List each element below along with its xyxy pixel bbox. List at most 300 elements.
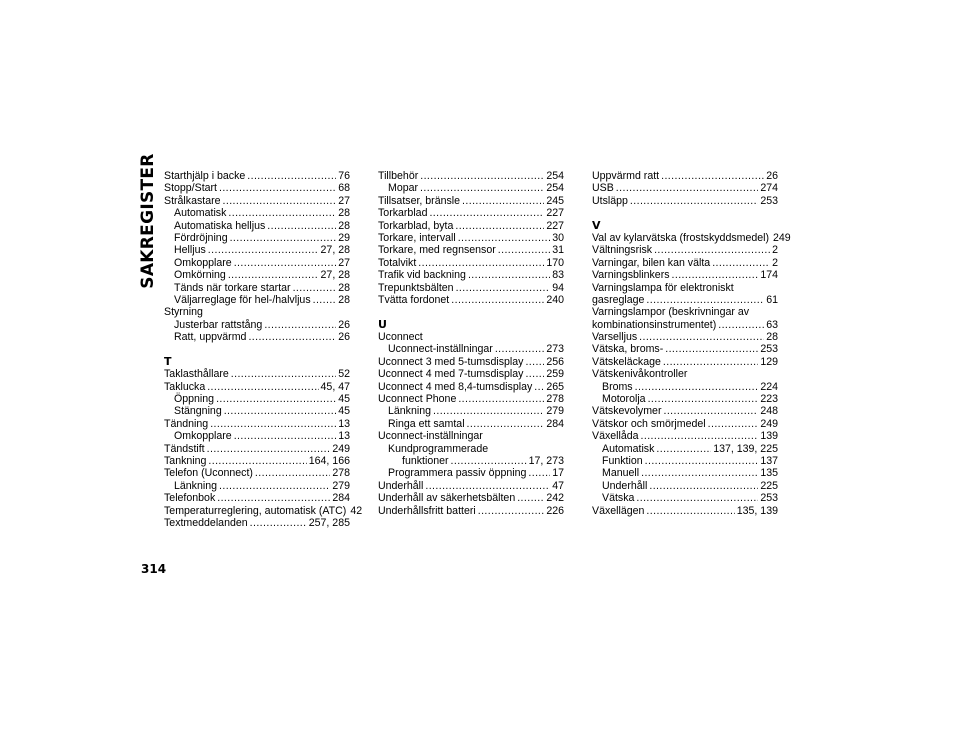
- entry-label: Tvätta fordonet: [378, 293, 450, 306]
- dot-leader: [217, 492, 330, 504]
- entry-pages: 253: [760, 343, 778, 356]
- index-entry: [164, 195, 350, 207]
- entry-pages: 28: [766, 331, 778, 344]
- entry-list: [378, 331, 564, 517]
- dot-leader: [451, 294, 544, 306]
- dot-leader: [639, 331, 764, 343]
- index-entry: [592, 405, 778, 417]
- index-entry: [164, 418, 350, 430]
- dot-leader: [646, 294, 764, 306]
- index-entry: [378, 220, 564, 232]
- entry-pages: 257, 285: [308, 516, 350, 529]
- entry-label: Underhållsfritt batteri: [378, 504, 476, 517]
- index-entry: [378, 232, 564, 244]
- index-entry: [592, 331, 778, 343]
- entry-pages: 227: [546, 219, 564, 232]
- entry-list: [592, 170, 778, 207]
- index-entry: [164, 232, 350, 244]
- entry-pages: 2: [772, 256, 778, 269]
- entry-label: Omkörning: [174, 269, 226, 282]
- entry-label: Torkare, intervall: [378, 231, 456, 244]
- entry-label: Väljarreglage för hel-/halvljus: [174, 293, 311, 306]
- index-entry: [592, 505, 778, 517]
- dot-leader: [648, 393, 759, 405]
- dot-leader: [247, 170, 336, 182]
- dot-leader: [455, 220, 544, 232]
- entry-pages: 274: [760, 182, 778, 195]
- entry-label: Temperaturreglering, automatisk (ATC): [164, 504, 347, 517]
- index-entry: [592, 269, 778, 281]
- index-entry: [378, 430, 564, 442]
- page-number: 314: [141, 562, 167, 576]
- section-side-tab: [138, 153, 158, 289]
- dot-leader: [646, 505, 734, 517]
- index-entry: [592, 492, 778, 504]
- entry-pages: 31: [552, 244, 564, 257]
- dot-leader: [534, 381, 544, 393]
- index-entry: [164, 207, 350, 219]
- entry-pages: 137, 139, 225: [713, 442, 778, 455]
- entry-pages: 245: [546, 194, 564, 207]
- index-entry: [378, 257, 564, 269]
- dot-leader: [649, 480, 758, 492]
- dot-leader: [429, 207, 544, 219]
- dot-leader: [418, 257, 544, 269]
- entry-pages: 26: [766, 170, 778, 182]
- dot-leader: [458, 393, 544, 405]
- entry-label: Helljus: [174, 244, 206, 257]
- entry-pages: 63: [766, 318, 778, 331]
- entry-label: Vätska, broms-: [592, 343, 664, 356]
- entry-label: Stopp/Start: [164, 182, 217, 195]
- index-entry: [378, 343, 564, 355]
- index-entry: [378, 368, 564, 380]
- entry-label: Motorolja: [602, 393, 646, 406]
- dot-leader: [234, 430, 337, 442]
- dot-leader: [656, 443, 711, 455]
- entry-pages: 139: [760, 430, 778, 443]
- dot-leader: [219, 480, 330, 492]
- index-entry: [378, 282, 564, 294]
- entry-label: Varningslampa för elektroniskt: [592, 281, 734, 294]
- entry-label: Länkning: [174, 479, 218, 492]
- entry-label: Trepunktsbälten: [378, 281, 454, 294]
- index-entry: [164, 492, 350, 504]
- entry-pages: 174: [760, 269, 778, 282]
- entry-label: Telefonbok: [164, 492, 216, 505]
- entry-pages: 27, 28: [320, 244, 350, 257]
- dot-leader: [216, 393, 336, 405]
- index-entry: [164, 170, 350, 182]
- entry-pages: 164, 166: [308, 454, 350, 467]
- entry-pages: 242: [546, 492, 564, 505]
- dot-leader: [528, 467, 550, 479]
- entry-pages: 279: [332, 479, 350, 492]
- side-tab-label: SAKREGISTER: [138, 153, 158, 289]
- index-entry: [378, 455, 564, 467]
- entry-pages: 253: [760, 492, 778, 505]
- entry-label: Vätskor och smörjmedel: [592, 417, 706, 430]
- entry-label: Automatisk: [174, 207, 227, 220]
- entry-list: [164, 170, 350, 343]
- entry-label: Starthjälp i backe: [164, 170, 246, 182]
- entry-label: Uconnect 4 med 7-tumsdisplay: [378, 368, 524, 381]
- entry-pages: 45, 47: [320, 380, 350, 393]
- entry-pages: 254: [546, 182, 564, 195]
- dot-leader: [517, 492, 544, 504]
- index-entry: [378, 269, 564, 281]
- entry-label: Funktion: [602, 454, 643, 467]
- dot-leader: [663, 356, 758, 368]
- dot-leader: [468, 269, 550, 281]
- entry-pages: 28: [338, 293, 350, 306]
- entry-label: Vätskeläckage: [592, 355, 661, 368]
- dot-leader: [208, 244, 319, 256]
- entry-pages: 52: [338, 368, 350, 381]
- entry-label: Underhåll: [378, 479, 424, 492]
- entry-label: Uconnect 4 med 8,4-tumsdisplay: [378, 380, 533, 393]
- index-entry: [592, 455, 778, 467]
- dot-leader: [661, 170, 764, 182]
- entry-pages: 45: [338, 405, 350, 418]
- entry-pages: 28: [338, 281, 350, 294]
- entry-list: [592, 231, 791, 517]
- index-entry: [164, 480, 350, 492]
- entry-pages: 26: [338, 318, 350, 331]
- dot-leader: [313, 294, 337, 306]
- entry-pages: 17, 273: [528, 454, 564, 467]
- index-entry: [164, 331, 350, 343]
- entry-pages: 26: [338, 331, 350, 344]
- entry-label: Vätskenivåkontroller: [592, 368, 688, 381]
- dot-leader: [672, 269, 759, 281]
- dot-leader: [224, 405, 336, 417]
- dot-leader: [248, 331, 336, 343]
- entry-label: Tändning: [164, 417, 209, 430]
- index-entry: [378, 356, 564, 368]
- entry-label: Broms: [602, 380, 633, 393]
- entry-pages: 249: [760, 417, 778, 430]
- dot-leader: [267, 220, 336, 232]
- index-entry: [592, 182, 778, 194]
- entry-label: Ringa ett samtal: [388, 417, 465, 430]
- index-entry: [592, 343, 778, 355]
- entry-label: Telefon (Uconnect): [164, 467, 253, 480]
- entry-pages: 94: [552, 281, 564, 294]
- entry-label: Varningar, bilen kan välta: [592, 256, 711, 269]
- index-entry: [164, 306, 350, 318]
- entry-label: Underhåll av säkerhetsbälten: [378, 492, 516, 505]
- dot-leader: [478, 505, 545, 517]
- entry-list: [378, 170, 564, 306]
- dot-leader: [210, 418, 336, 430]
- dot-leader: [654, 244, 770, 256]
- index-entry: [164, 319, 350, 331]
- index-entry: [164, 220, 350, 232]
- entry-pages: 27: [338, 256, 350, 269]
- index-entry: [164, 294, 350, 306]
- entry-label: Uconnect Phone: [378, 393, 457, 406]
- entry-pages: 273: [546, 343, 564, 356]
- index-entry: [164, 244, 350, 256]
- index-entry: [378, 418, 564, 430]
- letter-heading-v: V: [592, 218, 601, 232]
- index-entry: [378, 207, 564, 219]
- index-entry: [164, 455, 350, 467]
- entry-pages: 256: [546, 355, 564, 368]
- entry-label: Tändstift: [164, 442, 205, 455]
- entry-pages: 284: [546, 417, 564, 430]
- entry-pages: 249: [773, 231, 791, 244]
- entry-pages: 28: [338, 219, 350, 232]
- dot-leader: [451, 455, 527, 467]
- entry-pages: 30: [552, 231, 564, 244]
- dot-leader: [207, 443, 331, 455]
- entry-label: Torkarblad: [378, 207, 428, 220]
- index-entry: [378, 505, 564, 517]
- dot-leader: [420, 170, 544, 182]
- entry-label: Tillbehör: [378, 170, 419, 182]
- entry-label: Styrning: [164, 306, 203, 319]
- entry-label: Strålkastare: [164, 194, 221, 207]
- entry-pages: 223: [760, 393, 778, 406]
- index-column-2: [378, 170, 564, 517]
- entry-pages: 249: [332, 442, 350, 455]
- dot-leader: [234, 257, 337, 269]
- entry-pages: 254: [546, 170, 564, 182]
- index-entry: [592, 306, 778, 318]
- index-entry: [164, 517, 350, 529]
- index-entry: [592, 294, 778, 306]
- entry-label: Fördröjning: [174, 231, 228, 244]
- index-entry: [592, 467, 778, 479]
- index-column-3: [592, 170, 791, 517]
- entry-label: Mopar: [388, 182, 419, 195]
- entry-label: Tänds när torkare startar: [174, 281, 291, 294]
- index-column-1: [164, 170, 363, 529]
- index-entry: [592, 430, 778, 442]
- dot-leader: [708, 418, 759, 430]
- entry-pages: 17: [552, 467, 564, 480]
- entry-pages: 47: [552, 479, 564, 492]
- index-entry: [592, 319, 778, 331]
- entry-label: Öppning: [174, 393, 215, 406]
- entry-pages: 279: [546, 405, 564, 418]
- entry-pages: 61: [766, 293, 778, 306]
- index-entry: [592, 244, 778, 256]
- dot-leader: [665, 343, 758, 355]
- index-entry: [378, 182, 564, 194]
- index-entry: [378, 294, 564, 306]
- index-entry: [592, 356, 778, 368]
- dot-leader: [264, 319, 336, 331]
- entry-label: kombinationsinstrumentet): [592, 318, 717, 331]
- entry-label: Uconnect-inställningar: [378, 430, 483, 443]
- dot-leader: [525, 356, 544, 368]
- entry-list: [164, 368, 363, 529]
- letter-heading-t: T: [164, 354, 172, 368]
- entry-pages: 13: [338, 430, 350, 443]
- entry-label: Taklasthållare: [164, 368, 229, 381]
- entry-label: Kundprogrammerade: [388, 442, 489, 455]
- dot-leader: [718, 319, 764, 331]
- index-entry: [378, 480, 564, 492]
- entry-label: Vätskevolymer: [592, 405, 662, 418]
- dot-leader: [525, 368, 544, 380]
- entry-label: USB: [592, 182, 614, 195]
- entry-label: Länkning: [388, 405, 432, 418]
- entry-label: Tankning: [164, 454, 207, 467]
- entry-label: Textmeddelanden: [164, 516, 248, 529]
- entry-label: Taklucka: [164, 380, 206, 393]
- entry-pages: 27: [338, 194, 350, 207]
- dot-leader: [462, 195, 544, 207]
- entry-pages: 226: [546, 504, 564, 517]
- entry-pages: 284: [332, 492, 350, 505]
- index-entry: [378, 405, 564, 417]
- dot-leader: [645, 455, 759, 467]
- entry-label: Trafik vid backning: [378, 269, 466, 282]
- entry-pages: 240: [546, 293, 564, 306]
- entry-pages: 278: [332, 467, 350, 480]
- entry-pages: 76: [338, 170, 350, 182]
- entry-label: Torkarblad, byta: [378, 219, 454, 232]
- entry-label: Vätska: [602, 492, 635, 505]
- index-entry: [592, 368, 778, 380]
- entry-label: funktioner: [402, 454, 449, 467]
- entry-pages: 135, 139: [736, 504, 778, 517]
- dot-leader: [228, 269, 319, 281]
- entry-pages: 29: [338, 231, 350, 244]
- entry-pages: 83: [552, 269, 564, 282]
- index-entry: [592, 195, 778, 207]
- entry-label: Underhåll: [602, 479, 648, 492]
- dot-leader: [495, 343, 544, 355]
- index-entry: [164, 269, 350, 281]
- entry-label: Växellägen: [592, 504, 645, 517]
- entry-pages: 227: [546, 207, 564, 220]
- index-entry: [378, 443, 564, 455]
- entry-pages: 129: [760, 355, 778, 368]
- dot-leader: [231, 368, 336, 380]
- entry-label: Tillsatser, bränsle: [378, 194, 461, 207]
- dot-leader: [458, 232, 550, 244]
- dot-leader: [467, 418, 545, 430]
- dot-leader: [663, 405, 758, 417]
- entry-pages: 2: [772, 244, 778, 257]
- index-entry: [592, 257, 778, 269]
- entry-pages: 13: [338, 417, 350, 430]
- entry-label: Varningsblinkers: [592, 269, 670, 282]
- index-entry: [164, 443, 350, 455]
- entry-label: Omkopplare: [174, 430, 232, 443]
- entry-pages: 225: [760, 479, 778, 492]
- index-entry: [378, 331, 564, 343]
- index-entry: [164, 405, 350, 417]
- entry-pages: 224: [760, 380, 778, 393]
- index-entry: [164, 257, 350, 269]
- entry-label: Uppvärmd ratt: [592, 170, 660, 182]
- entry-pages: 170: [546, 256, 564, 269]
- entry-label: Varningslampor (beskrivningar av: [592, 306, 750, 319]
- entry-pages: 45: [338, 393, 350, 406]
- dot-leader: [712, 257, 770, 269]
- dot-leader: [641, 467, 758, 479]
- entry-pages: 278: [546, 393, 564, 406]
- index-entry: [592, 381, 778, 393]
- entry-label: Justerbar rattstång: [174, 318, 263, 331]
- entry-pages: 68: [338, 182, 350, 195]
- index-entry: [164, 182, 350, 194]
- index-entry: [592, 443, 778, 455]
- dot-leader: [498, 244, 550, 256]
- index-entry: [378, 170, 564, 182]
- entry-label: Automatisk: [602, 442, 655, 455]
- entry-pages: 137: [760, 454, 778, 467]
- dot-leader: [228, 207, 336, 219]
- index-entry: [378, 381, 564, 393]
- dot-leader: [208, 455, 306, 467]
- entry-label: Val av kylarvätska (frostskyddsmedel): [592, 231, 770, 244]
- index-entry: [592, 170, 778, 182]
- entry-pages: 27, 28: [320, 269, 350, 282]
- entry-label: Automatiska helljus: [174, 219, 266, 232]
- entry-pages: 28: [338, 207, 350, 220]
- index-entry: [592, 418, 778, 430]
- letter-heading-u: U: [378, 317, 387, 331]
- index-entry: [164, 467, 350, 479]
- entry-label: Torkare, med regnsensor: [378, 244, 496, 257]
- entry-label: Totalvikt: [378, 256, 417, 269]
- dot-leader: [255, 467, 330, 479]
- index-entry: [592, 282, 778, 294]
- dot-leader: [207, 381, 318, 393]
- index-entry: [592, 231, 791, 244]
- dot-leader: [616, 182, 759, 194]
- index-entry: [164, 504, 363, 517]
- entry-pages: 42: [350, 504, 363, 517]
- index-entry: [164, 282, 350, 294]
- entry-pages: 248: [760, 405, 778, 418]
- entry-pages: 135: [760, 467, 778, 480]
- entry-label: Omkopplare: [174, 256, 232, 269]
- index-entry: [378, 467, 564, 479]
- entry-label: Vältningsrisk: [592, 244, 653, 257]
- index-entry: [164, 393, 350, 405]
- dot-leader: [293, 282, 337, 294]
- dot-leader: [425, 480, 550, 492]
- entry-label: Utsläpp: [592, 194, 628, 207]
- index-entry: [592, 480, 778, 492]
- index-entry: [378, 244, 564, 256]
- dot-leader: [250, 517, 307, 529]
- index-entry: [164, 368, 350, 380]
- entry-label: Växellåda: [592, 430, 639, 443]
- entry-label: Manuell: [602, 467, 640, 480]
- entry-label: gasreglage: [592, 293, 645, 306]
- entry-label: Varselljus: [592, 331, 638, 344]
- dot-leader: [630, 195, 758, 207]
- entry-label: Stängning: [174, 405, 222, 418]
- dot-leader: [641, 430, 759, 442]
- entry-pages: 259: [546, 368, 564, 381]
- index-entry: [164, 381, 350, 393]
- dot-leader: [223, 195, 337, 207]
- dot-leader: [230, 232, 337, 244]
- entry-pages: 253: [760, 194, 778, 207]
- index-entry: [378, 195, 564, 207]
- entry-pages: 265: [546, 380, 564, 393]
